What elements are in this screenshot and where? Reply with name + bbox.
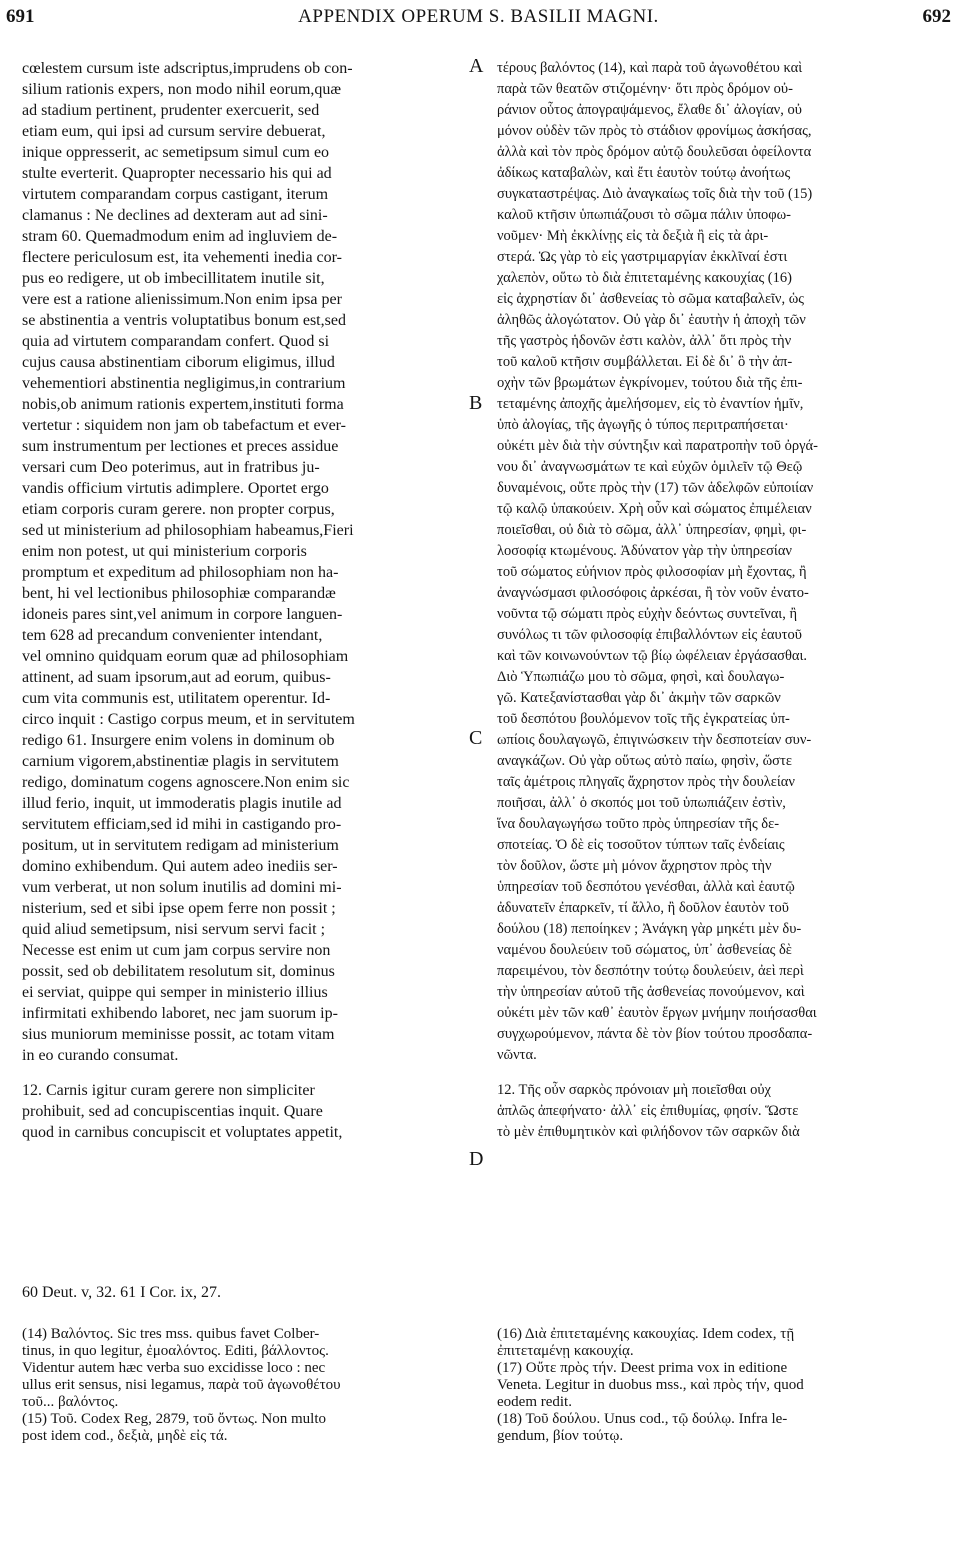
margin-marker-d: D	[469, 1148, 484, 1170]
greek-line: τὸν δοῦλον, ὥστε μὴ μόνον ἄχρηστον πρὸς τὴν	[497, 858, 772, 874]
latin-line: quia ad virtutem comparandam confert. Quod si	[22, 333, 330, 350]
latin-line: enim non potest, ut qui ministerium corporis	[22, 543, 307, 560]
greek-line: μόνον οὐδὲν τῶν πρὸς τὸ στάδιον φρονίμως ἀσκήσας,	[497, 123, 812, 139]
greek-line: νοῦντα τῷ σώματι πρὸς εὐχὴν δεόντως συντεῖναι, ἢ	[497, 606, 798, 622]
greek-line: ὑπὸ ἀλογίας, τῆς ἀγωγῆς ὁ τύπος περιτραπήσεται·	[497, 417, 789, 433]
latin-line: ei serviat, quippe qui semper in ministerio illius	[22, 984, 328, 1001]
greek-line: λοσοφίᾳ κτωμένους. Ἀδύνατον γὰρ τὴν ὑπηρεσίαν	[497, 543, 792, 559]
latin-line: pus eo redigere, ut ob imbecillitatem inutile sit,	[22, 270, 325, 287]
greek-line: ἀδίκως καταβαλὼν, καὶ ἔτι ἑαυτὸν τούτῳ ἀνοήτως	[497, 165, 791, 181]
latin-line: vertetur : siquidem non jam ob tabefactum et ever-	[22, 417, 347, 434]
greek-line: τῆς γαστρὸς ἡδονῶν ἐστι καλὸν, ἀλλ᾽ ὅτι πρὸς τὴν	[497, 333, 792, 349]
footnote-line: ullus erit sensus, nisi legamus, παρὰ τοῦ ἀγωνοθέτου	[22, 1377, 341, 1393]
margin-marker-a: A	[469, 55, 484, 77]
latin-line: clamanus : Ne declines ad dexteram aut ad sini-	[22, 207, 328, 224]
latin-line: vehementiori abstinentia negligimus,in contrarium	[22, 375, 346, 392]
greek-line: ἀναγνώσμασι φιλοσόφοις ἀρκέσαι, ἢ τὸν νοῦν ἐνατο-	[497, 585, 809, 601]
latin-line: in eo curando consumat.	[22, 1047, 179, 1064]
latin-line: cœlestem cursum iste adscriptus,imprudens ob con-	[22, 60, 353, 77]
latin-line: servitutem efficiam,sed id mihi in castigando pro-	[22, 816, 342, 833]
footnote-line: (14) Βαλόντος. Sic tres mss. quibus favet Colber-	[22, 1326, 320, 1342]
footnote-line: post idem cod., δεξιὰ, μηδὲ εἰς τά.	[22, 1428, 228, 1444]
latin-line: ad stadium pertinent, prudenter exercuerit, sed	[22, 102, 320, 119]
latin-line: attinent, ad suam ipsorum,aut ad eorum, quibus-	[22, 669, 331, 686]
latin-line: idoneis pares sint,vel animum in corpore languen-	[22, 606, 343, 623]
greek-line: ποιεῖσθαι, οὐ διὰ τὸ σῶμα, ἀλλ᾽ ὑπηρεσίαν, φημὶ, φι-	[497, 522, 807, 538]
right-page-number: 692	[922, 6, 951, 27]
greek-line: εἰς ἀχρηστίαν δι᾽ ἀσθενείας τὸ σῶμα καταβαλεῖν, ὡς	[497, 291, 805, 307]
greek-line: γῶ. Κατεξανίστασθαι γὰρ δι᾽ ἀκμὴν τῶν σαρκῶν	[497, 690, 781, 706]
greek-line: συγχωρούμενον, πάντα δὲ τὸν βίον τούτου προσδαπα-	[497, 1026, 813, 1042]
running-title: APPENDIX OPERUM S. BASILII MAGNI.	[298, 6, 659, 27]
latin-line: redigo, dominatum cogens agnoscere.Non enim sic	[22, 774, 350, 791]
latin-line: possit, sed ob debilitatem resolutum sit, dominus	[22, 963, 335, 980]
footnote-line: Veneta. Legitur in duobus mss., καὶ πρὸς τήν, quod	[497, 1377, 804, 1393]
latin-line: tem 628 ad precandum convenienter intendant,	[22, 627, 323, 644]
margin-marker-b: B	[469, 392, 483, 414]
latin-line: prohibuit, sed ad concupiscentias inquit. Quare	[22, 1103, 323, 1120]
latin-line: carnium vigorem,abstinentiæ plagis in servitutem	[22, 753, 339, 770]
footnote-line: gendum, βίον τούτῳ.	[497, 1428, 624, 1444]
latin-line: se abstinentia a ventris voluptatibus bonum est,sed	[22, 312, 346, 329]
greek-line: συνόλως τι τῶν φιλοσοφίᾳ ἐπιβαλλόντων εἰς ἑαυτοῦ	[497, 627, 802, 643]
latin-line: stram 60. Quemadmodum enim ad ingluviem de-	[22, 228, 338, 245]
greek-line: σποτείας. Ὁ δὲ εἰς τοσοῦτον τύπτων ταῖς ἐνδείαις	[497, 837, 785, 853]
greek-line: τοῦ δεσπότου βουλόμενον τοῖς τῆς ἐγκρατείας ὑπ-	[497, 711, 790, 727]
latin-line: virtutem comparandam corpus castigant, iterum	[22, 186, 329, 203]
latin-line: vere est a ratione alienissimum.Non enim ipsa per	[22, 291, 342, 308]
latin-line: vandis officium virtutis adimplere. Oportet ergo	[22, 480, 329, 497]
latin-line: cujus causa abstinentiam ciborum eligimus, illud	[22, 354, 335, 371]
greek-line: καλοῦ κτῆσιν ὑπωπιάζουσι τὸ σῶμα πάλιν ὑποφω-	[497, 207, 791, 223]
greek-line: στερά. Ὡς γὰρ τὸ εἰς γαστριμαργίαν ἐκκλῖναί ἐστι	[497, 249, 788, 265]
greek-line: ἀδυνατεῖν ἐπαρκεῖν, τί ἄλλο, ἢ δοῦλον ἑαυτὸν τοῦ	[497, 900, 789, 916]
greek-line: καὶ τῶν κοινωνούντων τῷ βίῳ ὠφέλειαν ἐργάσασθαι.	[497, 648, 808, 664]
latin-line: vum verberat, ut non solum inutilis ad domini mi-	[22, 879, 342, 896]
latin-line: stulte everterit. Quapropter necessario his qui ad	[22, 165, 332, 182]
latin-line: etiam eum, qui ipsi ad cursum servire debuerat,	[22, 123, 326, 140]
greek-line: οὐκέτι μὲν διὰ τὴν σύντηξιν καὶ παρατροπὴν τοῦ ὀργά-	[497, 438, 818, 454]
latin-line: illud ferio, inquit, ut immoderatis plagis inutile ad	[22, 795, 342, 812]
latin-line: domino exhibendum. Qui autem adeo inediis ser-	[22, 858, 338, 875]
greek-line: νῶντα.	[497, 1047, 537, 1063]
greek-line: παρὰ τῶν θεατῶν στιζομένην· ὅτι πρὸς δρόμον οὐ-	[497, 81, 793, 97]
footnote-line: (17) Οὔτε πρὸς τήν. Deest prima vox in editione	[497, 1360, 788, 1376]
latin-line: versari cum Deo poterimus, aut in fratribus ju-	[22, 459, 320, 476]
latin-line: nisterium, sed et sibi ipse opem ferre non possit ;	[22, 900, 336, 917]
footnote-line: ἐπιτεταμένῃ κακουχίᾳ.	[497, 1343, 634, 1359]
scripture-references: 60 Deut. v, 32. 61 I Cor. ix, 27.	[22, 1284, 221, 1301]
latin-line: nobis,ob animum rationis expertem,instituti forma	[22, 396, 344, 413]
greek-line: τεταμένης ἀποχῆς ἀμελήσομεν, εἰς τὸ ἐναντίον ἡμῖν,	[497, 396, 804, 412]
latin-line: positum, ut in servitutem redigam ad ministerium	[22, 837, 339, 854]
latin-line: flectere periculosum est, ita vehementi inedia cor-	[22, 249, 342, 266]
latin-line: vel omnino quidquam eorum quæ ad philosophiam	[22, 648, 349, 665]
latin-line: Necesse est enim ut cum jam corpus servire non	[22, 942, 331, 959]
critical-notes-right	[497, 1326, 937, 1445]
greek-line: τέρους βαλόντος (14), καὶ παρὰ τοῦ ἀγωνοθέτου καὶ	[497, 60, 803, 76]
greek-line: τὸ μὲν ἐπιθυμητικὸν καὶ φιλήδονον τῶν σαρκῶν διὰ	[497, 1124, 800, 1140]
latin-line: redigo 61. Insurgere enim volens in dominum ob	[22, 732, 335, 749]
greek-line: νου δι᾽ ἀναγνωσμάτων τε καὶ εὐχῶν ὁμιλεῖν τῷ Θεῷ	[497, 459, 803, 475]
latin-line: bent, hi vel lectionibus philosophiæ comparandæ	[22, 585, 336, 602]
latin-line: quod in carnibus concupiscit et voluptates appetit,	[22, 1124, 343, 1141]
greek-line: ἵνα δουλαγωγήσω τοῦτο πρὸς ὑπηρεσίαν τῆς δε-	[497, 816, 780, 832]
latin-line: circo inquit : Castigo corpus meum, et in servitutem	[22, 711, 355, 728]
footnote-line: τοῦ... βαλόντος.	[22, 1394, 119, 1410]
greek-line: αναγκάζων. Οὐ γὰρ οὕτως αὐτὸ παίω, φησὶν, ὥστε	[497, 753, 792, 769]
latin-line: infirmitati exhibendo laboret, nec jam suorum ip-	[22, 1005, 338, 1022]
footnote-line: eodem redit.	[497, 1394, 572, 1410]
greek-line: συγκαταστρέψας. Διὸ ἀναγκαίως τοῖς διὰ τὴν τοῦ (15)	[497, 186, 813, 202]
latin-line: etiam corporis curam gerere. non propter corpus,	[22, 501, 335, 518]
greek-line: ὑπηρεσίαν τοῦ δεσπότου γενέσθαι, ἀλλὰ καὶ ἑαυτῷ	[497, 879, 795, 895]
latin-line: sius muniorum meminisse possit, ac totam vitam	[22, 1026, 335, 1043]
latin-line: quid aliud semetipsum, nisi servum servi facit ;	[22, 921, 326, 938]
left-page-number: 691	[6, 6, 35, 27]
greek-line: τοῦ σώματος εὐήνιον πρὸς φιλοσοφίαν μὴ ἔχοντας, ἢ	[497, 564, 807, 580]
greek-line: οὐκέτι μὲν τῶν καθ᾽ ἑαυτὸν ἔργων μνήμην ποιήσασθαι	[497, 1005, 817, 1021]
greek-line: ἀληθῶς ἀλογώτατον. Οὐ γὰρ δι᾽ ἑαυτὴν ἡ ἀποχὴ τῶν	[497, 312, 806, 328]
greek-line: δούλου (18) πεποίηκεν ; Ἀνάγκη γὰρ μηκέτι μὲν δυ-	[497, 921, 802, 937]
greek-line: Διὸ Ὑπωπιάζω μου τὸ σῶμα, φησὶ, καὶ δουλαγω-	[497, 669, 785, 685]
margin-marker-c: C	[469, 727, 483, 749]
greek-line: ωπίοις δουλαγωγῶ, ἐπιγινώσκειν τὴν δεσποτείαν συν-	[497, 732, 812, 748]
greek-line: 12. Τῆς οὖν σαρκὸς πρόνοιαν μὴ ποιεῖσθαι οὐχ	[497, 1082, 771, 1098]
greek-line: οχὴν τῶν βρωμάτων ἐγκρίνομεν, τούτου διὰ τῆς ἐπι-	[497, 375, 803, 391]
latin-line: sum instrumentum per lectiones et preces assidue	[22, 438, 339, 455]
greek-line: ἀλλὰ καὶ τὸν πρὸς δρόμον αὐτῷ δουλεῦσαι ὀφείλοντα	[497, 144, 812, 160]
greek-column	[497, 58, 936, 1143]
critical-notes-left	[22, 1326, 467, 1445]
greek-line: χαλεπὸν, οὕτω τὸ διὰ ἐπιτεταμένης κακουχίας (16)	[497, 270, 792, 286]
page-header	[0, 0, 957, 40]
latin-line: inique oppresserit, ac semetipsum simul cum eo	[22, 144, 330, 161]
footnote-line: (15) Τοῦ. Codex Reg, 2879, τοῦ ὄντως. Non multo	[22, 1411, 327, 1427]
latin-line: cum vita communis est, utilitatem operentur. Id-	[22, 690, 331, 707]
greek-line: ναμένου δουλεύειν τοῦ σώματος, ὑπ᾽ ἀσθενείας δὲ	[497, 942, 792, 958]
greek-line: ταῖς ἀμέτροις πληγαῖς ἄχρηστον πρὸς τὴν δουλείαν	[497, 774, 795, 790]
greek-line: νοῦμεν· Μὴ ἐκκλίνῃς εἰς τὰ δεξιὰ ἢ εἰς τὰ ἀρι-	[497, 228, 769, 244]
latin-column	[22, 58, 465, 1143]
greek-line: ἁπλῶς ἀπεφήνατο· ἀλλ᾽ εἰς ἐπιθυμίας, φησίν. Ὥστε	[497, 1103, 799, 1119]
latin-line: sed ut ministerium ad philosophiam habeamus,Fieri	[22, 522, 354, 539]
latin-line: silium rationis expers, non modo nihil eorum,quæ	[22, 81, 342, 98]
footnote-line: (16) Διὰ ἐπιτεταμένης κακουχίας. Idem codex, τῇ	[497, 1326, 795, 1342]
latin-line: 12. Carnis igitur curam gerere non simpliciter	[22, 1082, 315, 1099]
greek-line: ράνιον οὗτος ἀπογραψάμενος, ἔλαθε δι᾽ ἀλογίαν, οὐ	[497, 102, 802, 118]
footnote-line: Videntur autem hæc verba suo excidisse loco : nec	[22, 1360, 326, 1376]
footnote-line: (18) Τοῦ δούλου. Unus cod., τῷ δούλῳ. Infra le-	[497, 1411, 788, 1427]
latin-line: promptum et expeditum ad philosophiam non ha-	[22, 564, 339, 581]
greek-line: δυναμένοις, οὔτε πρὸς τὴν (17) τῶν ἀδελφῶν εὐποιίαν	[497, 480, 814, 496]
greek-line: ποιῆσαι, ἀλλ᾽ ὁ σκοπός μοι τοῦ ὑπωπιάζειν ἐστὶν,	[497, 795, 786, 811]
greek-line: τὴν ὑπηρεσίαν αὐτοῦ τῆς ἀσθενείας πονούμενον, καὶ	[497, 984, 805, 1000]
greek-line: τοῦ καλοῦ κτῆσιν συμβάλλεται. Εἰ δὲ δι᾽ ὃ τὴν ἀπ-	[497, 354, 793, 370]
greek-line: τῷ καλῷ ὑπακούειν. Χρὴ οὖν καὶ σώματος ἐπιμέλειαν	[497, 501, 812, 517]
footnote-line: tinus, in quo legitur, ἐμοαλόντος. Editi, βάλλοντος.	[22, 1343, 329, 1359]
greek-line: παρειμένου, τὸν δεσπότην τούτῳ δουλεύειν, ἀεὶ περὶ	[497, 963, 804, 979]
